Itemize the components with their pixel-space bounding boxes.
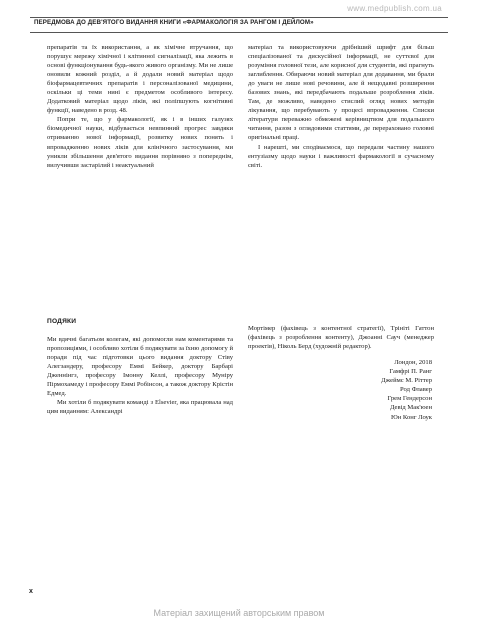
signature-author: Джеймс М. Ріттер [381, 377, 432, 385]
intro-right-column [248, 43, 434, 170]
ack-left-paragraph-2: Ми хотіли б подякувати команді з Elsevier, яка працювала над цим виданням: Александрі [47, 399, 233, 416]
acknowledgements-right-column [248, 324, 434, 351]
ack-right-paragraph-1: Мортімер (фахівець з контентної стратегії), Трініті Гаттон (фахівець з розроблення контенту), Джоанні Сауч (менеджер проектів), Ніколь Берд (художній редактор). [248, 325, 434, 351]
intro-left-paragraph-1: препаратів та їх використання, а як хімічне втручання, що порушує мережу хімічної і клітинної сигналізації, яка лежить в основі функціонування будь-якого живого організму. Ми не лише оновили кожний розділ, а й додали новий матеріал щодо біофармацевтичних препаратів і персоналізованої медицини, оскільки ці теми нині є предметом особливого інтересу. Додатковий матеріал щодо ліків, які поліпшують когнітивні функції, наведено в розд. 48. [47, 44, 233, 115]
intro-right-paragraph-1: матеріал та використовуючи дрібніший шрифт для більш спеціалізованої та дискусійної інформації, не суттєвої для розуміння головної тези, але корисної для студентів, які прагнуть заглиблення. Обираючи новий матеріал для додавання, ми брали до уваги не лише нові речовини, але й нещодавні розширення базових знань, які передбачають подальше розроблення ліків. Там, де можливо, наведено стислий огляд нових методів лікування, що перебувають у процесі впровадження. Списки літератури переважно обмежені керівництвом для подальшого читання, разом з оглядовими статтями, де перераховано головні оригінальні праці. [248, 44, 434, 142]
intro-left-paragraph-2: Попри те, що у фармакології, як і в інших галузях біомедичної науки, відбувається невпинний прогрес завдяки отриманню нової інформації, розвитку нових понять і впровадженню нових ліків для клінічного застосування, ми уникли збільшення дев'ятого видання порівняно з попереднім, вилучивши застарілий і неактуальний [47, 116, 233, 169]
signature-place-date: Лондон, 2018 [394, 359, 432, 366]
ack-left-paragraph-1: Ми вдячні багатьом колегам, які допомогли нам коментарями та пропозиціями, і особливо хотіли б подякувати за їхню допомогу й поради під час підготовки цього видання доктору Стіву Алегзандеру, професору Еммі Бейкер, доктору Барбарі Дженнінгз, професору Імонну Келлі, професору Муніру Пірмохамеду і професору Еммі Робінсон, а також доктору Крістін Едмед. [47, 336, 233, 398]
signature-author: Грем Гендерсон [387, 395, 432, 403]
acknowledgements-heading: ПОДЯКИ [47, 318, 77, 325]
acknowledgements-left-column [47, 335, 233, 416]
intro-right-paragraph-2: І нарешті, ми сподіваємося, що передали частину нашого ентузіазму щодо науки і важливості фармакології в сучасному світі. [248, 143, 434, 169]
running-header-title: ПЕРЕДМОВА ДО ДЕВ'ЯТОГО ВИДАННЯ КНИГИ «ФАРМАКОЛОГІЯ ЗА РАНГОМ І ДЕЙЛОМ» [34, 19, 314, 26]
signature-author: Юн Конг Лоук [390, 413, 432, 421]
signature-author: Род Флавер [399, 386, 432, 394]
watermark-url: www.medpublish.com.ua [347, 4, 442, 13]
signature-author: Девід Мак'юен [389, 404, 432, 412]
signature-block [272, 358, 432, 422]
page-number: x [29, 588, 33, 595]
copyright-notice: Матеріал захищений авторським правом [153, 608, 325, 618]
signature-author: Гамфрі П. Ранг [389, 368, 432, 376]
intro-left-column [47, 43, 233, 170]
